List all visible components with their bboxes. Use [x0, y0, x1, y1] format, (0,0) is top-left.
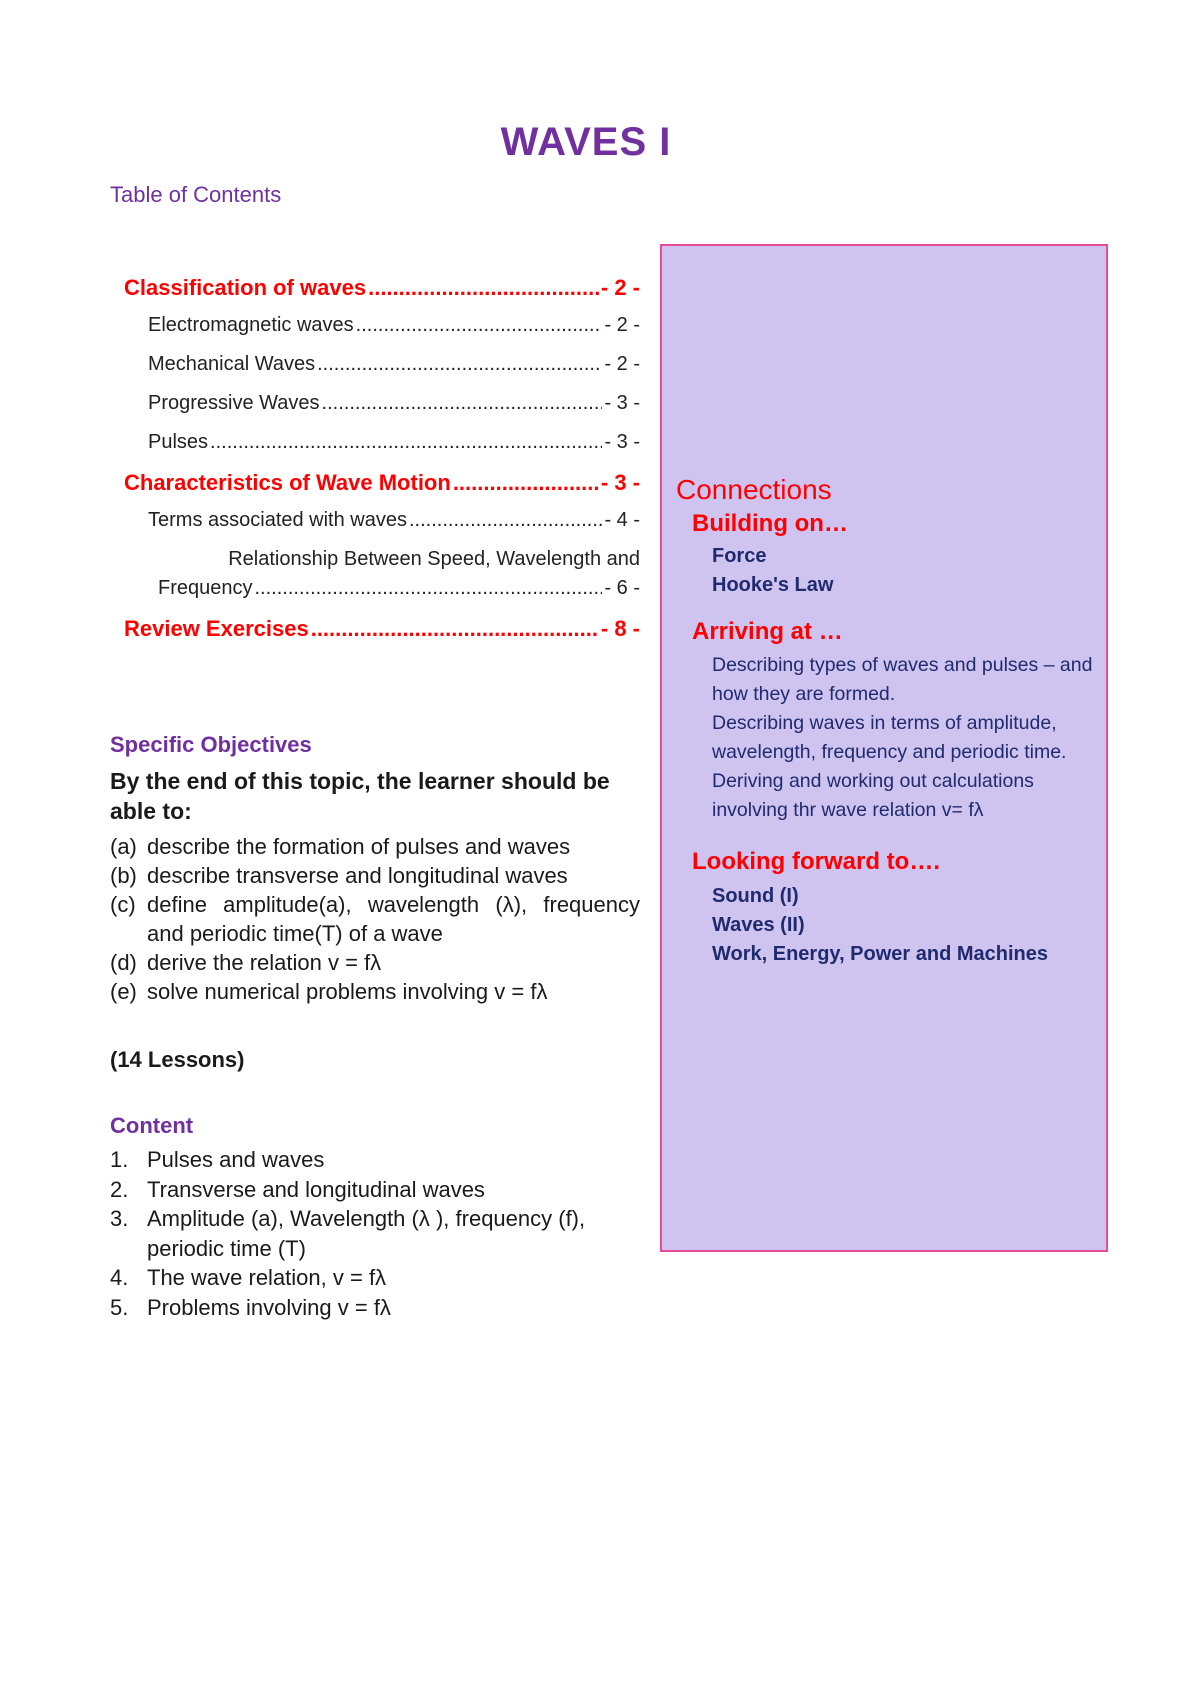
toc-leader: [368, 275, 599, 301]
box-bullet-icon: [674, 882, 712, 911]
page-title: WAVES I: [500, 120, 672, 164]
list-item: [110, 1145, 640, 1175]
arriving-at-list: [674, 651, 1102, 825]
list-item-text: Pulses and waves: [147, 1147, 325, 1172]
toc-leader: [255, 577, 603, 600]
toc-entry-label: Pulses: [148, 431, 209, 453]
box-bullet-icon: [674, 940, 712, 969]
list-item: [110, 977, 640, 1006]
toc-leader: [311, 616, 599, 642]
toc-entry[interactable]: [124, 431, 640, 470]
table-of-contents: [124, 275, 640, 655]
toc-leader: [210, 431, 602, 454]
list-marker: 4.: [110, 1265, 129, 1290]
list-item-text: solve numerical problems involving v = fλ: [147, 979, 548, 1004]
toc-leader: [453, 470, 599, 496]
connections-heading: Connections: [676, 474, 832, 505]
box-bullet-icon: [674, 651, 712, 709]
connections-panel: [660, 244, 1108, 1252]
content-heading: Content: [110, 1113, 194, 1138]
list-item-text: describe the formation of pulses and waves: [147, 834, 571, 859]
toc-entry-label: Review Exercises: [124, 616, 309, 641]
list-item-text: Deriving and working out calculations involving thr wave relation v= fλ: [712, 770, 1034, 821]
list-item-text: Transverse and longitudinal waves: [147, 1176, 485, 1202]
toc-entry[interactable]: [124, 353, 640, 392]
list-item-text: Work, Energy, Power and Machines: [712, 943, 1049, 965]
toc-page-number: - 8 -: [600, 616, 640, 641]
toc-entry[interactable]: [124, 470, 640, 509]
toc-leader: [356, 314, 603, 337]
objectives-intro: By the end of this topic, the learner should be able to:: [110, 768, 610, 824]
objectives-heading: Specific Objectives: [110, 732, 312, 757]
list-item-text: The wave relation, v = fλ: [147, 1265, 387, 1290]
list-item-text: Describing types of waves and pulses – and how they are formed.: [712, 654, 1093, 705]
list-marker: 1.: [110, 1147, 129, 1172]
list-marker: (d): [110, 950, 137, 975]
toc-entry-label: Electromagnetic waves: [148, 314, 354, 336]
toc-page-number: - 2 -: [604, 314, 640, 336]
list-marker: (c): [110, 892, 136, 917]
list-item: [674, 940, 1102, 969]
specific-objectives: [110, 732, 640, 1006]
toc-entry-label: Terms associated with waves: [148, 509, 407, 531]
building-on-heading: Building on…: [692, 510, 848, 537]
toc-entry-label: Classification of waves: [124, 275, 367, 300]
list-item: [674, 767, 1102, 825]
toc-entry[interactable]: [124, 275, 640, 314]
list-item: [110, 1204, 640, 1263]
toc-page-number: - 3 -: [600, 470, 640, 495]
toc-entry[interactable]: [124, 548, 640, 616]
toc-entry[interactable]: [124, 314, 640, 353]
list-item-text: describe transverse and longitudinal waves: [147, 863, 568, 888]
objectives-list: [110, 832, 640, 1006]
list-marker: 2.: [110, 1176, 129, 1202]
toc-page-number: - 4 -: [604, 509, 640, 531]
toc-heading: Table of Contents: [110, 182, 282, 207]
list-item: [674, 571, 1102, 600]
list-item-text: derive the relation v = fλ: [147, 950, 382, 975]
toc-entry-label: Relationship Between Speed, Wavelength and: [228, 548, 640, 570]
list-item-text: Amplitude (a), Wavelength (λ ), frequency (f), periodic time (T): [147, 1206, 586, 1261]
toc-page-number: - 2 -: [600, 275, 640, 300]
lessons-count: (14 Lessons): [110, 1047, 245, 1072]
list-marker: (e): [110, 979, 137, 1004]
list-item: [110, 832, 640, 861]
box-bullet-icon: [674, 767, 712, 825]
content-list: [110, 1145, 640, 1322]
arriving-at-heading: Arriving at …: [692, 618, 843, 645]
list-item: [674, 542, 1102, 571]
box-bullet-icon: [674, 911, 712, 940]
list-item: [110, 1293, 640, 1323]
list-item-text: Describing waves in terms of amplitude, wavelength, frequency and periodic time.: [712, 712, 1067, 763]
list-item: [674, 882, 1102, 911]
list-item: [110, 861, 640, 890]
list-item: [110, 1263, 640, 1293]
toc-entry-label: Mechanical Waves: [148, 353, 316, 375]
box-bullet-icon: [674, 542, 712, 571]
toc-page-number: - 3 -: [604, 431, 640, 453]
toc-entry[interactable]: [124, 616, 640, 655]
box-bullet-icon: [674, 571, 712, 600]
toc-page-number: - 2 -: [604, 353, 640, 375]
toc-entry[interactable]: [124, 392, 640, 431]
toc-leader: [409, 509, 602, 532]
list-item-text: Sound (I): [712, 885, 799, 907]
box-bullet-icon: [674, 709, 712, 767]
list-item: [674, 709, 1102, 767]
list-item: [110, 890, 640, 948]
list-item-text: Force: [712, 545, 767, 567]
list-item-text: Waves (II): [712, 914, 805, 936]
list-item: [674, 911, 1102, 940]
toc-entry-label: Frequency: [158, 577, 253, 599]
toc-page-number: - 6 -: [604, 577, 640, 599]
toc-entry-label: Progressive Waves: [148, 392, 320, 414]
building-on-list: [674, 542, 1102, 600]
toc-page-number: - 3 -: [604, 392, 640, 414]
list-marker: (b): [110, 863, 137, 888]
list-marker: 3.: [110, 1206, 129, 1231]
looking-forward-list: [674, 882, 1102, 969]
toc-leader: [317, 353, 602, 376]
list-item-text: Hooke's Law: [712, 574, 834, 596]
toc-leader: [322, 392, 603, 415]
list-item: [110, 1175, 640, 1205]
list-item-text: Problems involving v = fλ: [147, 1294, 391, 1320]
looking-forward-heading: Looking forward to….: [692, 848, 940, 875]
toc-entry[interactable]: [124, 509, 640, 548]
list-item-text: define amplitude(a), wavelength (λ), frequency and periodic time(T) of a wave: [147, 892, 640, 946]
toc-entry-label: Characteristics of Wave Motion: [124, 470, 451, 495]
list-item: [110, 948, 640, 977]
list-marker: 5.: [110, 1294, 129, 1320]
list-marker: (a): [110, 834, 137, 859]
list-item: [674, 651, 1102, 709]
